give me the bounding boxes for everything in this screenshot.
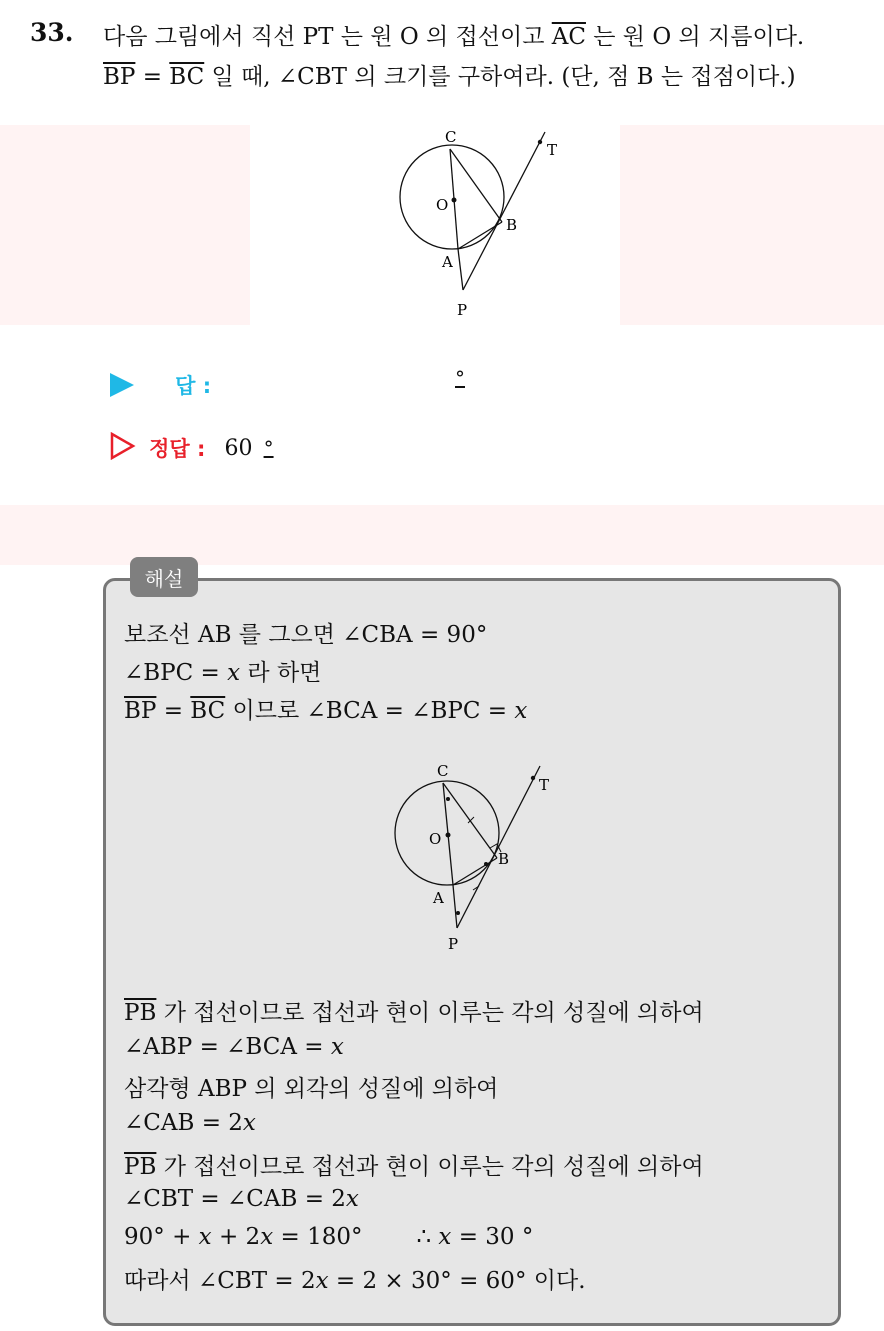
- segment-bc: $\overline{BC}$: [169, 64, 205, 90]
- label-a: A: [433, 889, 444, 907]
- watermark-block: [0, 505, 884, 565]
- answer-row: [110, 366, 465, 400]
- question-figure: [390, 122, 570, 322]
- chord-ab: [458, 222, 502, 249]
- angle-dot-b: [484, 862, 488, 866]
- watermark-block: [620, 125, 884, 325]
- play-arrow-icon: [110, 373, 134, 397]
- solution-line-11: 따라서 ∠CBT = 2x = 2 × 30° = 60° 이다.: [124, 1268, 586, 1294]
- label-a: A: [442, 253, 453, 271]
- label-t: T: [539, 776, 550, 794]
- solution-line-5: ∠ABP = ∠BCA = x: [124, 1034, 344, 1060]
- question-line-1: 다음 그림에서 직선 PT 는 원 O 의 접선이고 $\overline{AC}$ 는 원 O 의 지름이다.: [103, 24, 805, 50]
- label-c: C: [445, 128, 457, 146]
- label-b: B: [498, 850, 510, 868]
- circle-o: [400, 145, 504, 249]
- point-t: [538, 140, 542, 144]
- angle-dot-c: [446, 797, 450, 801]
- correct-answer-value: 60: [224, 435, 253, 461]
- question-number: 33.: [30, 18, 74, 47]
- correct-answer-unit: °: [263, 436, 274, 460]
- watermark-block: [0, 125, 250, 325]
- line-pa: [458, 249, 463, 290]
- label-c: C: [437, 762, 449, 780]
- solution-line-3: $\overline{BP} = \overline{BC}$ 이므로 ∠BCA = ∠BPC = x: [124, 698, 528, 724]
- label-t: T: [547, 141, 558, 159]
- point-o: [446, 833, 451, 838]
- question-line-2: $\overline{BP} = \overline{BC}$ 일 때, ∠CBT 의 크기를 구하여라. (단, 점 B 는 접점이다.): [103, 64, 796, 90]
- solution-line-8: $\overline{PB}$ 가 접선이므로 접선과 현이 이루는 각의 성질에 의하여: [124, 1154, 704, 1180]
- solution-tag: 해설: [130, 557, 198, 597]
- line-pa: [453, 885, 457, 928]
- solution-line-7: ∠CAB = 2x: [124, 1110, 256, 1136]
- solution-line-9: ∠CBT = ∠CAB = 2x: [124, 1186, 359, 1212]
- solution-line-2: ∠BPC = x 라 하면: [124, 660, 322, 686]
- tangent-pt: [463, 132, 545, 290]
- chord-cb: [450, 149, 502, 222]
- solution-line-6: 삼각형 ABP 의 외각의 성질에 의하여: [124, 1076, 499, 1102]
- label-o: O: [429, 830, 442, 848]
- point-o: [452, 198, 457, 203]
- label-b: B: [506, 216, 518, 234]
- label-p: P: [448, 935, 459, 953]
- solution-figure: [385, 758, 570, 958]
- solution-line-1: 보조선 AB 를 그으면 ∠CBA = 90°: [124, 622, 488, 648]
- outline-arrow-icon: [110, 432, 136, 464]
- segment-bp: $\overline{BP}$: [103, 64, 136, 90]
- answer-label: 답 :: [175, 374, 212, 398]
- correct-answer-row: [110, 432, 274, 464]
- point-t: [531, 776, 535, 780]
- label-o: O: [436, 196, 449, 214]
- solution-line-4: $\overline{PB}$ 가 접선이므로 접선과 현이 이루는 각의 성질에 의하여: [124, 1000, 704, 1026]
- correct-answer-label: 정답 :: [149, 437, 206, 461]
- label-p: P: [457, 301, 468, 319]
- solution-line-10: 90° + x + 2x = 180° ∴ x = 30 °: [124, 1224, 534, 1250]
- segment-ac: $\overline{AC}$: [551, 24, 586, 50]
- angle-dot-p: [456, 911, 460, 915]
- answer-blank-unit: °: [455, 366, 465, 390]
